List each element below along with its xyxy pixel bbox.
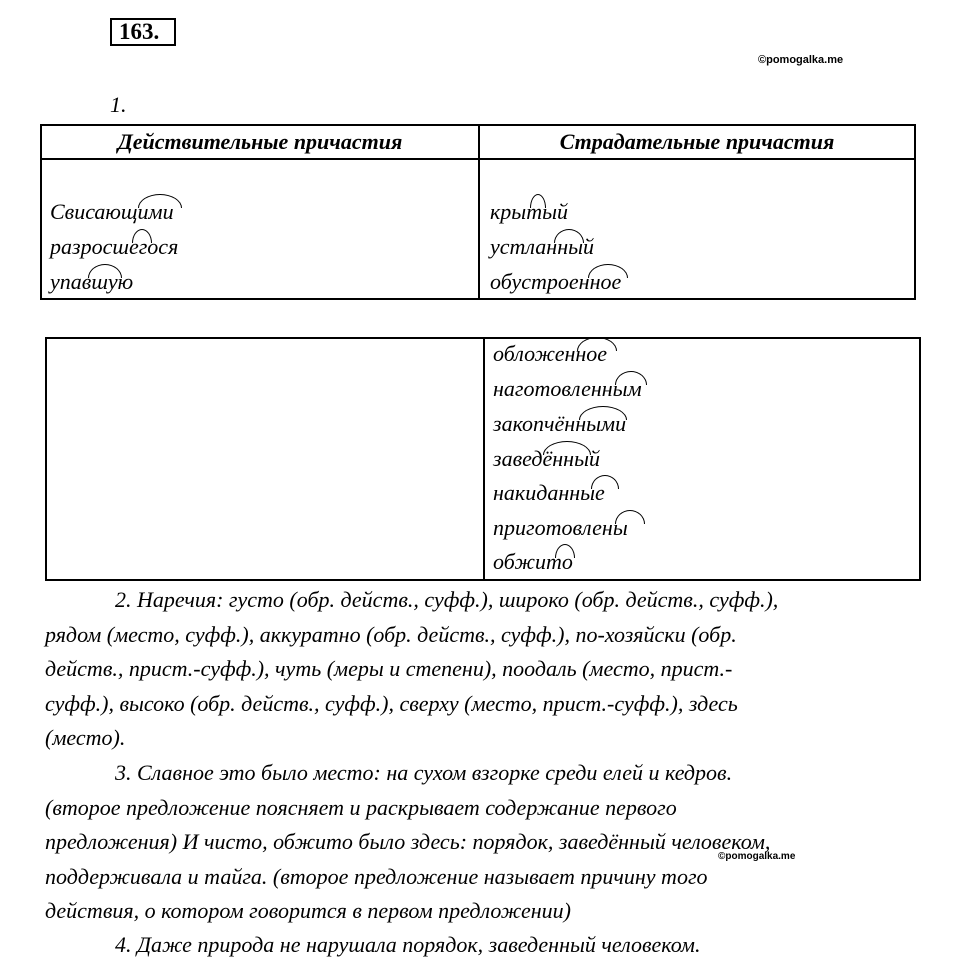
text-line: 4. Даже природа не нарушала порядок, заведенный человеком. [115, 932, 701, 957]
header-active-participles: Действительные причастия [117, 129, 403, 154]
word-obustroennoe: обустроенное [490, 269, 622, 294]
task-number: 163. [110, 18, 176, 46]
text-line: (второе предложение поясняет и раскрывает содержание первого [45, 794, 677, 820]
suffix-arc [615, 510, 645, 524]
word-ustlannyy: устланный [490, 234, 595, 259]
suffix-arc [577, 337, 617, 351]
word-oblozhennoe: обложенное [493, 341, 608, 366]
word-nagotovlennym: наготовленным [493, 376, 642, 401]
participles-table [40, 124, 916, 300]
text-line: действия, о котором говорится в первом предложении) [45, 898, 571, 923]
suffix-arc [554, 229, 584, 243]
part-4-sentence [45, 928, 925, 963]
suffix-arc [530, 194, 546, 208]
header-passive-participles: Страдательные причастия [559, 129, 835, 154]
word-krytyy: крытый [490, 199, 568, 224]
text-line: рядом (место, суфф.), аккуратно (обр. действ., суфф.), по-хозяйски (обр. [45, 621, 737, 647]
suffix-arc [588, 264, 628, 278]
text-line: 2. Наречия: густо (обр. действ., суфф.), широко (обр. действ., суфф.), [115, 587, 779, 612]
suffix-arc [543, 441, 591, 455]
text-line: 3. Славное это было место: на сухом взгорке среди елей и кедров. [115, 760, 733, 785]
part-3-sentences [45, 756, 925, 929]
suffix-arc [579, 406, 627, 420]
word-zavedyonnyy: заведённый [493, 446, 600, 471]
word-obzhito: обжито [493, 549, 573, 574]
text-line: поддерживала и тайга. (второе предложение называет причину того [45, 863, 708, 889]
word-svisayushchimi: Свисающими [50, 199, 174, 224]
part-2-adverbs [45, 583, 925, 756]
text-line: действ., прист.-суфф.), чуть (меры и степени), поодаль (место, прист.- [45, 656, 733, 681]
suffix-arc [88, 264, 122, 278]
part-1-label: 1. [110, 92, 127, 117]
suffix-arc [555, 544, 575, 558]
word-nakidannye: накиданные [493, 480, 605, 505]
watermark-top: ©pomogalka.me [758, 54, 844, 66]
word-upavshuyu: упавшую [50, 269, 134, 294]
word-prigotovleny: приготовлены [493, 515, 628, 540]
watermark-middle: ©pomogalka.me [718, 851, 796, 862]
suffix-arc [132, 229, 152, 243]
suffix-arc [138, 194, 182, 208]
word-razrosshegosya: разросшегося [50, 234, 179, 259]
text-line: предложения) И чисто, обжито было здесь: порядок, заведённый человеком, [45, 829, 771, 854]
text-line: (место). [45, 725, 126, 750]
suffix-arc [615, 371, 647, 385]
participles-table-continued [45, 337, 921, 581]
column-divider [483, 339, 485, 579]
suffix-arc [591, 475, 619, 489]
word-zakopchyonnymi: закопчёнными [493, 411, 627, 436]
text-line: суфф.), высоко (обр. действ., суфф.), сверху (место, прист.-суфф.), здесь [45, 690, 738, 716]
